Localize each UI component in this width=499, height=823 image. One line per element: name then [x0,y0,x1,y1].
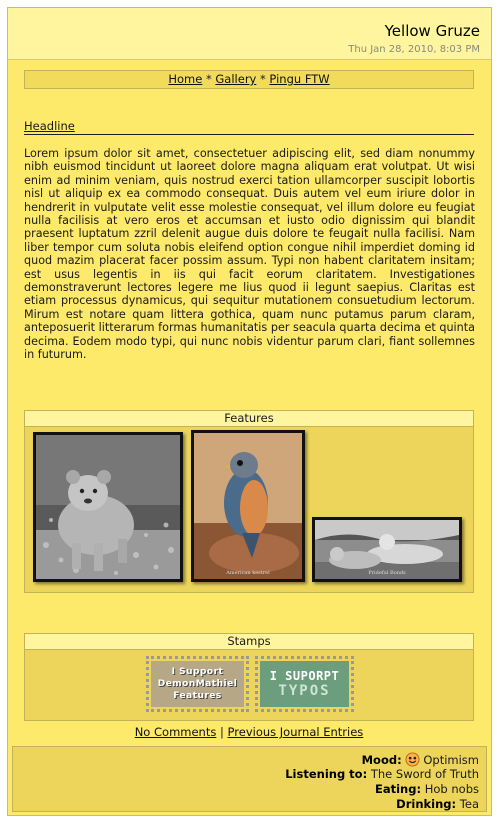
no-comments-link[interactable]: No Comments [134,725,217,739]
drinking-row [396,797,479,811]
feature-thumb-kestrel[interactable] [191,430,305,582]
stamp-support-typos[interactable] [255,656,354,712]
journal-header [8,8,491,60]
stamps-panel [24,633,474,721]
stamp2-line2: TYPOS [278,683,331,699]
feature-thumb-lion-cub[interactable] [33,432,183,582]
eating-value: Hob nobs [424,782,479,796]
journal-title: Yellow Gruze [384,22,480,40]
eating-row [375,782,479,796]
drinking-value: Tea [459,797,479,811]
features-heading: Features [25,411,473,427]
post-headline: Headline [24,119,474,135]
stamp2-line1: I SUPORPT [269,669,340,683]
post-body: Lorem ipsum dolor sit amet, consectetuer adipiscing elit, sed diam nonummy nibh euismod tincidunt ut laoreet dolore magna aliquam erat volutpat. Ut wisi enim ad minim veniam, quis nostrud exerci tation ullamcorper suscipit lobortis nisl ut aliquip ex ea commodo consequat. Duis autem vel eum iriure dolor in hendrerit in vulputate velit esse molestie consequat, vel illum dolore eu feugiat nulla facilisis at vero eros et accumsan et iusto odio dignissim qui blandit praesent luptatum zzril delenit augue duis dolore te feugait nulla facilisi. Nam liber tempor cum soluta nobis eleifend option congue nihil imperdiet doming id quod mazim placerat facer possim assum. Typi non habent claritatem insitam; est usus legentis in iis qui facit eorum claritatem. Investigationes demonstraverunt lectores legere me lius quod ii legunt saepius. Claritas est etiam processus dynamicus, qui sequitur mutationem consuetudium lectorum. Mirum est notare quam littera gothica, quam nunc putamus parum claram, anteposuerit litterarum formas humanitatis per seacula quarta decima et quinta decima. Eodem modo typi, qui nunc nobis videntur parum clari, fiant sollemnes in futurum. [24,147,475,362]
mood-box [12,746,487,812]
drinking-label: Drinking: [396,797,457,811]
mood-value: Optimism [423,753,479,767]
journal-entry [7,7,492,816]
eating-label: Eating: [375,782,422,796]
kestrel-image [194,433,302,579]
previous-entries-link[interactable]: Previous Journal Entries [227,725,364,739]
stamp-support-demonmathiel[interactable] [146,656,249,712]
stamp1-line3: Features [173,691,222,701]
mood-label: Mood: [361,753,402,767]
nav-pingu-link[interactable]: Pingu FTW [269,72,330,86]
features-panel [24,410,474,593]
lions-caption: Prideful Bonds [368,570,406,576]
listening-value: The Sword of Truth [370,767,479,781]
feature-thumb-lions[interactable] [312,517,462,582]
nav-home-link[interactable]: Home [168,72,203,86]
listening-label: Listening to: [285,767,368,781]
stamp1-line2: DemonMathiel [157,679,238,689]
listening-row [285,767,479,781]
entry-links [24,725,474,739]
lion-cub-image [36,435,180,579]
kestrel-caption: American kestrel [226,570,270,576]
nav-separator: * [205,72,212,86]
journal-date: Thu Jan 28, 2010, 8:03 PM [348,44,480,55]
nav-gallery-link[interactable]: Gallery [215,72,257,86]
stamp1-line1: I Support [171,667,224,677]
smiley-icon [405,752,420,767]
stamps-heading: Stamps [25,634,473,650]
mood-row [362,752,479,767]
links-separator: | [220,725,224,739]
nav-bar [24,70,474,89]
nav-separator: * [260,72,266,86]
